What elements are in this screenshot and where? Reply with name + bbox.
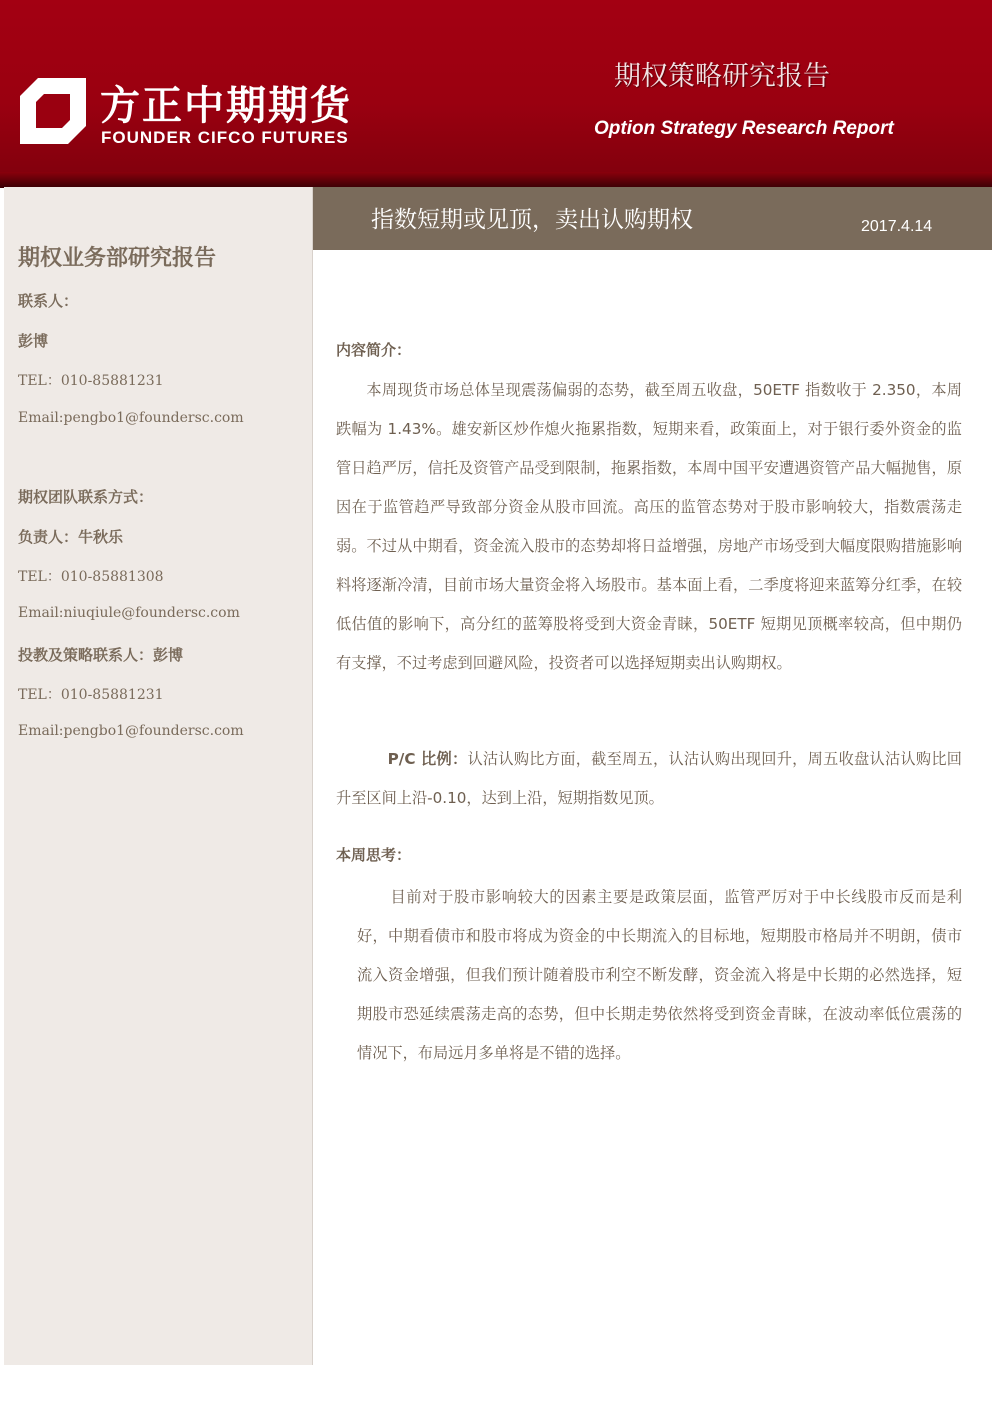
- contact-label: 联系人：: [18, 292, 79, 310]
- team-leader: 负责人：牛秋乐: [18, 528, 124, 546]
- pc-ratio-paragraph: [336, 740, 962, 818]
- summary-label: 内容简介：: [336, 341, 412, 359]
- headline-bar: [313, 187, 992, 250]
- report-type-title-en: Option Strategy Research Report: [594, 118, 894, 139]
- logo-english-name: FOUNDER CIFCO FUTURES: [101, 128, 349, 147]
- weekly-thoughts-paragraph: 目前对于股市影响较大的因素主要是政策层面，监管严厉对于中长线股市反而是利好，中期看债市和股市将成为资金的中长期流入的目标地，短期股市格局并不明朗，债市流入资金增强，但我们预计随着股市利空不断发酵，资金流入将是中长期的必然选择，短期股市恐延续震荡走高的态势，但中长期走势依然将受到资金青睐，在波动率低位震荡的情况下，布局远月多单将是不错的选择。: [357, 888, 962, 1062]
- contact-email[interactable]: Email:pengbo1@foundersc.com: [18, 410, 244, 426]
- team-label: 期权团队联系方式：: [18, 488, 154, 506]
- header-bottom-band: [0, 172, 992, 188]
- report-date: 2017.4.14: [861, 218, 933, 235]
- summary-paragraph: 本周现货市场总体呈现震荡偏弱的态势，截至周五收盘，50ETF 指数收于 2.350，本周跌幅为 1.43%。雄安新区炒作熄火拖累指数，短期来看，政策面上，对于银行委外资金的监管日趋严厉，信托及资管产品受到限制，拖累指数，本周中国平安遭遇资管产品大幅抛售，原因在于监管趋严导致部分资金从股市回流。高压的监管态势对于股市影响较大，指数震荡走弱。不过从中期看，资金流入股市的态势却将日益增强，房地产市场受到大幅度限购措施影响料将逐渐冷清，目前市场大量资金将入场股市。基本面上看，二季度将迎来蓝筹分红季，在较低估值的影响下，高分红的蓝筹股将受到大资金青睐，50ETF 短期见顶概率较高，但中期仍有支撑，不过考虑到回避风险，投资者可以选择短期卖出认购期权。: [336, 381, 962, 672]
- pc-ratio-text: 认沽认购比方面，截至周五，认沽认购出现回升，周五收盘认沽认购比回升至区间上沿-0.10，达到上沿，短期指数见顶。: [336, 750, 962, 807]
- team-tel: TEL：010-85881308: [18, 569, 164, 585]
- strategy-contact-label: 投教及策略联系人：彭博: [18, 646, 184, 664]
- sidebar-heading: 期权业务部研究报告: [18, 246, 217, 271]
- contact-sidebar: [4, 187, 313, 1365]
- contact-tel: TEL：010-85881231: [18, 373, 164, 389]
- contact-name: 彭博: [18, 332, 49, 350]
- report-type-title-cn: 期权策略研究报告: [614, 61, 830, 92]
- pc-ratio-lead: P/C 比例：: [387, 750, 468, 768]
- founder-square-logo-icon: [20, 78, 86, 144]
- logo-chinese-name: 方正中期期货: [100, 83, 352, 129]
- weekly-thoughts-label: 本周思考：: [336, 846, 412, 864]
- strategy-email[interactable]: Email:pengbo1@foundersc.com: [18, 723, 244, 739]
- team-email[interactable]: Email:niuqiule@foundersc.com: [18, 605, 240, 621]
- report-headline: 指数短期或见顶，卖出认购期权: [371, 207, 693, 233]
- strategy-tel: TEL：010-85881231: [18, 687, 164, 703]
